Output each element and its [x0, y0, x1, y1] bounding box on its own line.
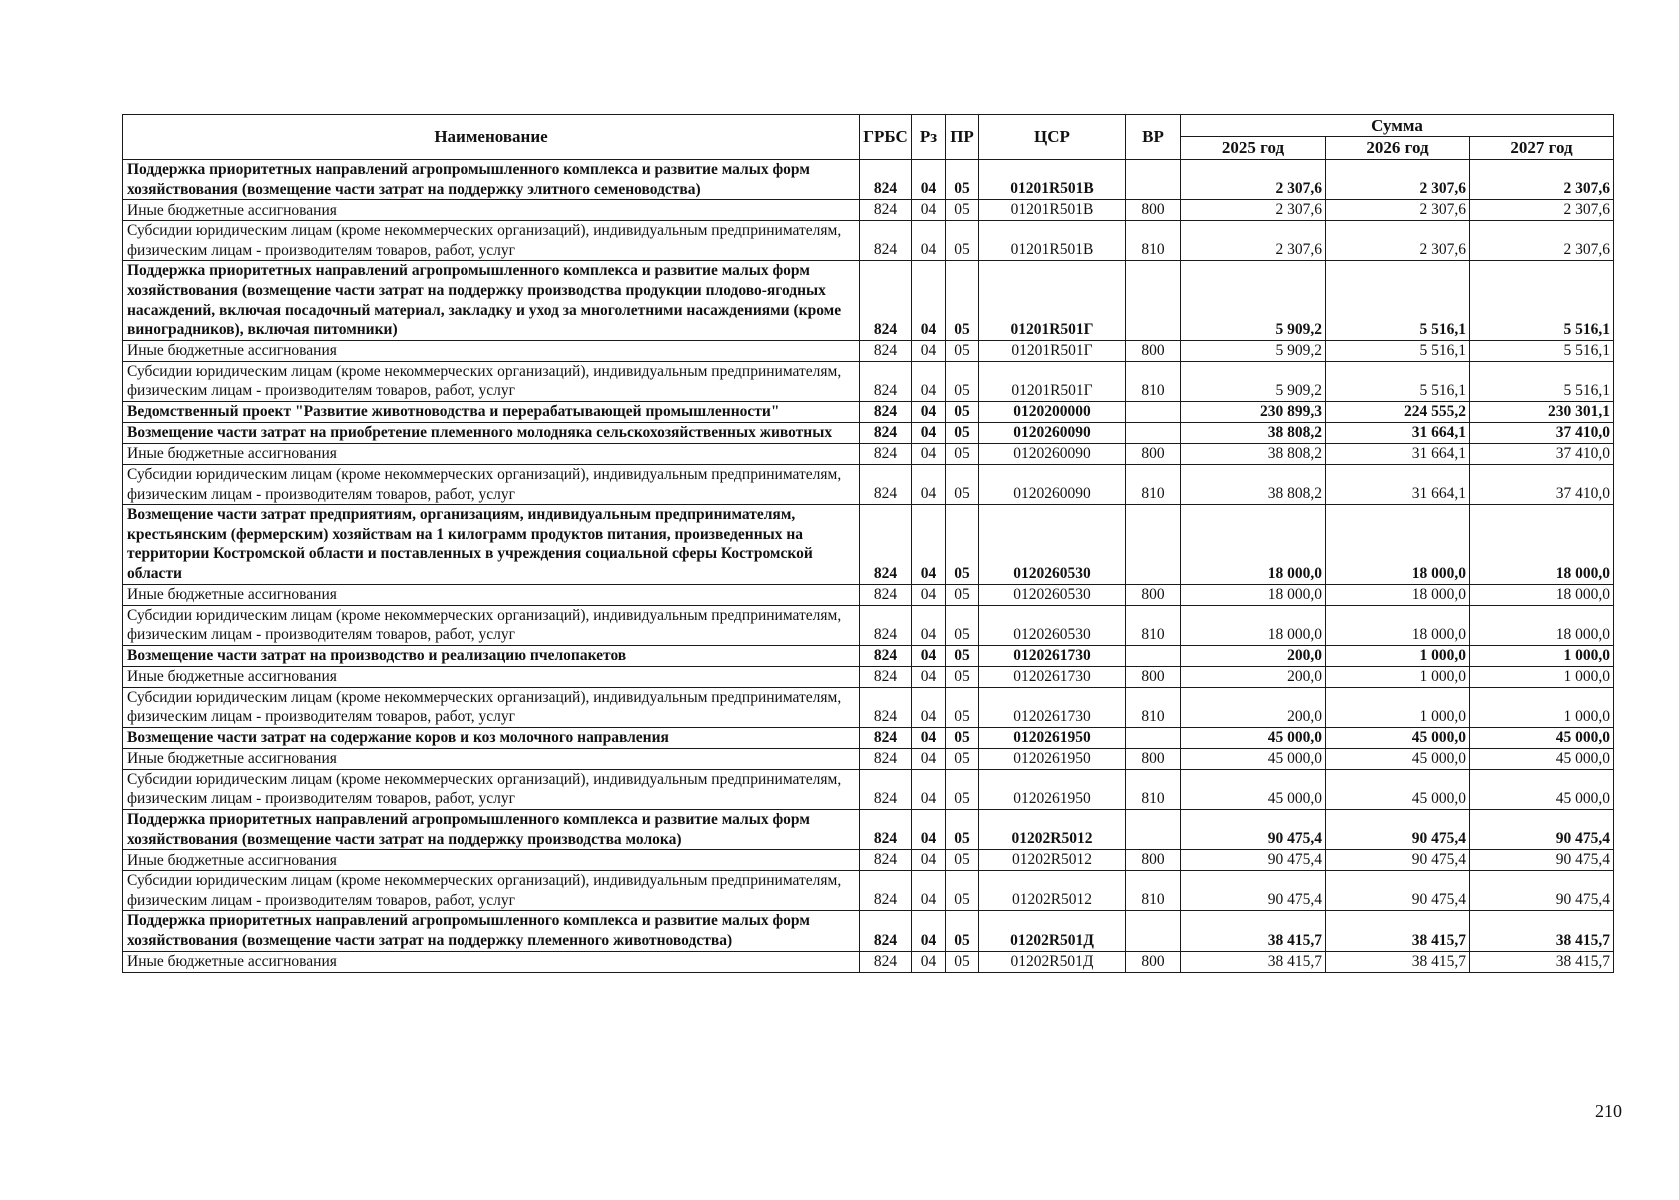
cell-amount-2027: 18 000,0 — [1470, 584, 1614, 605]
cell-csr: 0120261730 — [979, 687, 1126, 727]
cell-amount-2027: 37 410,0 — [1470, 422, 1614, 443]
cell-grbs: 824 — [860, 505, 912, 584]
cell-grbs: 824 — [860, 261, 912, 340]
cell-rz: 04 — [912, 505, 946, 584]
cell-rz: 04 — [912, 605, 946, 645]
cell-amount-2027: 45 000,0 — [1470, 727, 1614, 748]
table-row — [123, 505, 1614, 584]
table-row — [123, 464, 1614, 504]
cell-vr — [1126, 261, 1181, 340]
cell-amount-2027: 90 475,4 — [1470, 871, 1614, 911]
cell-amount-2025: 90 475,4 — [1181, 850, 1326, 871]
table-row — [123, 727, 1614, 748]
header-vr: ВР — [1126, 115, 1181, 160]
cell-pr: 05 — [946, 748, 979, 769]
cell-name: Поддержка приоритетных направлений агропромышленного комплекса и развитие малых форм хозяйствования (возмещение части затрат на поддержку производства молока) — [123, 810, 860, 850]
cell-pr: 05 — [946, 443, 979, 464]
cell-rz: 04 — [912, 340, 946, 361]
cell-amount-2025: 2 307,6 — [1181, 160, 1326, 200]
cell-amount-2026: 1 000,0 — [1326, 687, 1470, 727]
cell-rz: 04 — [912, 645, 946, 666]
cell-amount-2025: 38 808,2 — [1181, 464, 1326, 504]
cell-name: Поддержка приоритетных направлений агропромышленного комплекса и развитие малых форм хозяйствования (возмещение части затрат на поддержку производства продукции плодово-ягодных насаждений, включая посадочный материал, закладку и уход за многолетними насаждениями (кроме виноградников), включая питомники) — [123, 261, 860, 340]
cell-csr: 0120261950 — [979, 769, 1126, 809]
cell-amount-2026: 5 516,1 — [1326, 261, 1470, 340]
table-row — [123, 687, 1614, 727]
table-header — [123, 115, 1614, 160]
cell-csr: 01201R501В — [979, 200, 1126, 221]
cell-grbs: 824 — [860, 687, 912, 727]
cell-amount-2025: 5 909,2 — [1181, 261, 1326, 340]
cell-amount-2026: 2 307,6 — [1326, 221, 1470, 261]
cell-amount-2027: 90 475,4 — [1470, 810, 1614, 850]
cell-grbs: 824 — [860, 605, 912, 645]
cell-pr: 05 — [946, 464, 979, 504]
cell-csr: 0120260090 — [979, 422, 1126, 443]
cell-grbs: 824 — [860, 727, 912, 748]
cell-grbs: 824 — [860, 748, 912, 769]
budget-table-sheet — [122, 114, 1613, 973]
cell-grbs: 824 — [860, 871, 912, 911]
cell-vr: 800 — [1126, 951, 1181, 972]
table-row — [123, 221, 1614, 261]
cell-grbs: 824 — [860, 666, 912, 687]
cell-pr: 05 — [946, 261, 979, 340]
cell-amount-2025: 90 475,4 — [1181, 871, 1326, 911]
cell-amount-2027: 38 415,7 — [1470, 911, 1614, 951]
cell-csr: 0120261950 — [979, 727, 1126, 748]
cell-name: Иные бюджетные ассигнования — [123, 340, 860, 361]
cell-amount-2025: 90 475,4 — [1181, 810, 1326, 850]
cell-pr: 05 — [946, 605, 979, 645]
table-row — [123, 951, 1614, 972]
cell-vr — [1126, 645, 1181, 666]
cell-name: Возмещение части затрат предприятиям, организациям, индивидуальным предпринимателям, крестьянским (фермерским) хозяйствам на 1 килограмм продуктов питания, произведенных на территории Костромской области и поставленных в учреждения социальной сферы Костромской области — [123, 505, 860, 584]
cell-amount-2026: 1 000,0 — [1326, 645, 1470, 666]
table-row — [123, 422, 1614, 443]
cell-grbs: 824 — [860, 584, 912, 605]
cell-pr: 05 — [946, 584, 979, 605]
cell-pr: 05 — [946, 911, 979, 951]
cell-amount-2025: 45 000,0 — [1181, 727, 1326, 748]
cell-csr: 01201R501Г — [979, 361, 1126, 401]
header-year-2027: 2027 год — [1470, 137, 1614, 160]
table-row — [123, 850, 1614, 871]
cell-pr: 05 — [946, 727, 979, 748]
cell-rz: 04 — [912, 727, 946, 748]
cell-amount-2027: 2 307,6 — [1470, 221, 1614, 261]
cell-name: Возмещение части затрат на содержание коров и коз молочного направления — [123, 727, 860, 748]
cell-amount-2027: 2 307,6 — [1470, 200, 1614, 221]
cell-amount-2025: 5 909,2 — [1181, 361, 1326, 401]
cell-amount-2026: 224 555,2 — [1326, 401, 1470, 422]
cell-amount-2027: 1 000,0 — [1470, 687, 1614, 727]
cell-amount-2027: 45 000,0 — [1470, 769, 1614, 809]
cell-vr: 800 — [1126, 443, 1181, 464]
table-row — [123, 911, 1614, 951]
cell-rz: 04 — [912, 850, 946, 871]
cell-csr: 0120260530 — [979, 605, 1126, 645]
table-row — [123, 401, 1614, 422]
cell-amount-2025: 18 000,0 — [1181, 584, 1326, 605]
cell-grbs: 824 — [860, 464, 912, 504]
cell-name: Субсидии юридическим лицам (кроме некоммерческих организаций), индивидуальным предпринимателям, физическим лицам - производителям товаров, работ, услуг — [123, 769, 860, 809]
cell-pr: 05 — [946, 361, 979, 401]
cell-amount-2025: 38 808,2 — [1181, 443, 1326, 464]
cell-vr: 800 — [1126, 748, 1181, 769]
cell-grbs: 824 — [860, 200, 912, 221]
table-row — [123, 769, 1614, 809]
cell-csr: 0120200000 — [979, 401, 1126, 422]
cell-grbs: 824 — [860, 850, 912, 871]
table-row — [123, 584, 1614, 605]
cell-amount-2026: 5 516,1 — [1326, 340, 1470, 361]
cell-vr: 800 — [1126, 850, 1181, 871]
cell-rz: 04 — [912, 361, 946, 401]
cell-vr: 800 — [1126, 340, 1181, 361]
cell-csr: 0120260090 — [979, 443, 1126, 464]
cell-name: Возмещение части затрат на производство и реализацию пчелопакетов — [123, 645, 860, 666]
cell-grbs: 824 — [860, 340, 912, 361]
cell-csr: 01202R501Д — [979, 911, 1126, 951]
cell-csr: 0120260530 — [979, 584, 1126, 605]
cell-vr: 810 — [1126, 221, 1181, 261]
cell-amount-2027: 2 307,6 — [1470, 160, 1614, 200]
cell-amount-2027: 5 516,1 — [1470, 361, 1614, 401]
cell-vr: 810 — [1126, 871, 1181, 911]
header-year-2025: 2025 год — [1181, 137, 1326, 160]
table-row — [123, 160, 1614, 200]
cell-amount-2025: 5 909,2 — [1181, 340, 1326, 361]
table-row — [123, 871, 1614, 911]
cell-amount-2025: 45 000,0 — [1181, 769, 1326, 809]
cell-amount-2025: 2 307,6 — [1181, 200, 1326, 221]
cell-vr: 810 — [1126, 605, 1181, 645]
cell-amount-2025: 200,0 — [1181, 687, 1326, 727]
cell-pr: 05 — [946, 221, 979, 261]
cell-amount-2025: 2 307,6 — [1181, 221, 1326, 261]
header-year-2026: 2026 год — [1326, 137, 1470, 160]
cell-amount-2026: 18 000,0 — [1326, 505, 1470, 584]
cell-rz: 04 — [912, 769, 946, 809]
cell-pr: 05 — [946, 645, 979, 666]
cell-pr: 05 — [946, 687, 979, 727]
cell-amount-2027: 37 410,0 — [1470, 443, 1614, 464]
cell-rz: 04 — [912, 666, 946, 687]
cell-amount-2027: 230 301,1 — [1470, 401, 1614, 422]
table-row — [123, 810, 1614, 850]
cell-grbs: 824 — [860, 422, 912, 443]
cell-csr: 0120261730 — [979, 666, 1126, 687]
cell-csr: 01201R501В — [979, 160, 1126, 200]
cell-name: Иные бюджетные ассигнования — [123, 584, 860, 605]
cell-amount-2027: 38 415,7 — [1470, 951, 1614, 972]
cell-name: Поддержка приоритетных направлений агропромышленного комплекса и развитие малых форм хозяйствования (возмещение части затрат на поддержку элитного семеноводства) — [123, 160, 860, 200]
cell-amount-2027: 1 000,0 — [1470, 666, 1614, 687]
table-row — [123, 605, 1614, 645]
table-row — [123, 748, 1614, 769]
cell-vr: 800 — [1126, 584, 1181, 605]
cell-amount-2026: 31 664,1 — [1326, 422, 1470, 443]
cell-rz: 04 — [912, 422, 946, 443]
cell-name: Субсидии юридическим лицам (кроме некоммерческих организаций), индивидуальным предпринимателям, физическим лицам - производителям товаров, работ, услуг — [123, 605, 860, 645]
cell-amount-2025: 200,0 — [1181, 666, 1326, 687]
table-row — [123, 340, 1614, 361]
cell-pr: 05 — [946, 505, 979, 584]
cell-csr: 01201R501В — [979, 221, 1126, 261]
cell-csr: 0120260090 — [979, 464, 1126, 504]
cell-csr: 01202R5012 — [979, 850, 1126, 871]
cell-amount-2026: 18 000,0 — [1326, 605, 1470, 645]
cell-rz: 04 — [912, 748, 946, 769]
cell-vr — [1126, 810, 1181, 850]
cell-amount-2027: 45 000,0 — [1470, 748, 1614, 769]
cell-amount-2026: 2 307,6 — [1326, 200, 1470, 221]
cell-pr: 05 — [946, 160, 979, 200]
table-row — [123, 200, 1614, 221]
cell-grbs: 824 — [860, 361, 912, 401]
cell-rz: 04 — [912, 200, 946, 221]
cell-name: Иные бюджетные ассигнования — [123, 443, 860, 464]
cell-pr: 05 — [946, 850, 979, 871]
cell-name: Субсидии юридическим лицам (кроме некоммерческих организаций), индивидуальным предпринимателям, физическим лицам - производителям товаров, работ, услуг — [123, 871, 860, 911]
cell-amount-2025: 230 899,3 — [1181, 401, 1326, 422]
cell-amount-2026: 38 415,7 — [1326, 911, 1470, 951]
cell-name: Иные бюджетные ассигнования — [123, 951, 860, 972]
cell-amount-2027: 37 410,0 — [1470, 464, 1614, 504]
cell-vr: 800 — [1126, 200, 1181, 221]
cell-amount-2025: 38 808,2 — [1181, 422, 1326, 443]
cell-grbs: 824 — [860, 160, 912, 200]
cell-amount-2027: 18 000,0 — [1470, 605, 1614, 645]
cell-grbs: 824 — [860, 401, 912, 422]
cell-vr: 810 — [1126, 361, 1181, 401]
cell-amount-2026: 38 415,7 — [1326, 951, 1470, 972]
cell-amount-2026: 1 000,0 — [1326, 666, 1470, 687]
cell-csr: 0120260530 — [979, 505, 1126, 584]
cell-csr: 01201R501Г — [979, 261, 1126, 340]
cell-pr: 05 — [946, 422, 979, 443]
cell-amount-2025: 45 000,0 — [1181, 748, 1326, 769]
cell-vr: 810 — [1126, 464, 1181, 504]
cell-name: Субсидии юридическим лицам (кроме некоммерческих организаций), индивидуальным предпринимателям, физическим лицам - производителям товаров, работ, услуг — [123, 464, 860, 504]
cell-grbs: 824 — [860, 951, 912, 972]
cell-rz: 04 — [912, 160, 946, 200]
cell-grbs: 824 — [860, 911, 912, 951]
cell-name: Возмещение части затрат на приобретение племенного молодняка сельскохозяйственных животных — [123, 422, 860, 443]
cell-csr: 01202R5012 — [979, 871, 1126, 911]
cell-amount-2026: 45 000,0 — [1326, 727, 1470, 748]
cell-rz: 04 — [912, 810, 946, 850]
cell-name: Субсидии юридическим лицам (кроме некоммерческих организаций), индивидуальным предпринимателям, физическим лицам - производителям товаров, работ, услуг — [123, 361, 860, 401]
cell-amount-2025: 38 415,7 — [1181, 951, 1326, 972]
cell-name: Иные бюджетные ассигнования — [123, 748, 860, 769]
cell-name: Иные бюджетные ассигнования — [123, 200, 860, 221]
cell-amount-2026: 45 000,0 — [1326, 748, 1470, 769]
cell-amount-2026: 31 664,1 — [1326, 464, 1470, 504]
cell-csr: 0120261950 — [979, 748, 1126, 769]
cell-amount-2025: 18 000,0 — [1181, 605, 1326, 645]
cell-name: Поддержка приоритетных направлений агропромышленного комплекса и развитие малых форм хозяйствования (возмещение части затрат на поддержку племенного животноводства) — [123, 911, 860, 951]
cell-amount-2026: 90 475,4 — [1326, 871, 1470, 911]
cell-pr: 05 — [946, 666, 979, 687]
cell-rz: 04 — [912, 584, 946, 605]
cell-vr — [1126, 401, 1181, 422]
header-rz: Рз — [912, 115, 946, 160]
cell-csr: 0120261730 — [979, 645, 1126, 666]
cell-amount-2027: 5 516,1 — [1470, 261, 1614, 340]
cell-pr: 05 — [946, 200, 979, 221]
header-csr: ЦСР — [979, 115, 1126, 160]
cell-pr: 05 — [946, 340, 979, 361]
cell-vr — [1126, 422, 1181, 443]
cell-csr: 01202R501Д — [979, 951, 1126, 972]
cell-vr: 810 — [1126, 687, 1181, 727]
cell-amount-2026: 2 307,6 — [1326, 160, 1470, 200]
cell-vr: 800 — [1126, 666, 1181, 687]
cell-amount-2027: 18 000,0 — [1470, 505, 1614, 584]
cell-amount-2027: 5 516,1 — [1470, 340, 1614, 361]
cell-rz: 04 — [912, 871, 946, 911]
header-pr: ПР — [946, 115, 979, 160]
cell-grbs: 824 — [860, 810, 912, 850]
table-row — [123, 666, 1614, 687]
cell-csr: 01201R501Г — [979, 340, 1126, 361]
cell-vr — [1126, 160, 1181, 200]
cell-pr: 05 — [946, 810, 979, 850]
cell-pr: 05 — [946, 401, 979, 422]
cell-grbs: 824 — [860, 645, 912, 666]
cell-rz: 04 — [912, 443, 946, 464]
cell-csr: 01202R5012 — [979, 810, 1126, 850]
cell-pr: 05 — [946, 871, 979, 911]
table-row — [123, 361, 1614, 401]
table-row — [123, 443, 1614, 464]
cell-amount-2025: 200,0 — [1181, 645, 1326, 666]
cell-amount-2026: 90 475,4 — [1326, 850, 1470, 871]
cell-rz: 04 — [912, 687, 946, 727]
cell-name: Субсидии юридическим лицам (кроме некоммерческих организаций), индивидуальным предпринимателям, физическим лицам - производителям товаров, работ, услуг — [123, 221, 860, 261]
cell-vr — [1126, 505, 1181, 584]
cell-name: Иные бюджетные ассигнования — [123, 666, 860, 687]
table-row — [123, 261, 1614, 340]
table-body — [123, 160, 1614, 973]
cell-rz: 04 — [912, 464, 946, 504]
cell-name: Ведомственный проект "Развитие животноводства и перерабатывающей промышленности" — [123, 401, 860, 422]
cell-amount-2027: 90 475,4 — [1470, 850, 1614, 871]
cell-amount-2026: 5 516,1 — [1326, 361, 1470, 401]
cell-amount-2026: 45 000,0 — [1326, 769, 1470, 809]
budget-table — [122, 114, 1614, 973]
cell-grbs: 824 — [860, 769, 912, 809]
cell-pr: 05 — [946, 951, 979, 972]
cell-grbs: 824 — [860, 443, 912, 464]
cell-amount-2025: 18 000,0 — [1181, 505, 1326, 584]
cell-pr: 05 — [946, 769, 979, 809]
header-sum: Сумма — [1181, 115, 1614, 137]
cell-name: Субсидии юридическим лицам (кроме некоммерческих организаций), индивидуальным предпринимателям, физическим лицам - производителям товаров, работ, услуг — [123, 687, 860, 727]
cell-rz: 04 — [912, 221, 946, 261]
cell-rz: 04 — [912, 951, 946, 972]
cell-vr — [1126, 727, 1181, 748]
cell-grbs: 824 — [860, 221, 912, 261]
cell-amount-2027: 1 000,0 — [1470, 645, 1614, 666]
cell-vr: 810 — [1126, 769, 1181, 809]
page-number: 210 — [1595, 1101, 1622, 1121]
cell-vr — [1126, 911, 1181, 951]
header-name: Наименование — [123, 115, 860, 160]
cell-rz: 04 — [912, 401, 946, 422]
header-grbs: ГРБС — [860, 115, 912, 160]
cell-amount-2026: 31 664,1 — [1326, 443, 1470, 464]
cell-amount-2026: 18 000,0 — [1326, 584, 1470, 605]
cell-amount-2026: 90 475,4 — [1326, 810, 1470, 850]
table-row — [123, 645, 1614, 666]
cell-rz: 04 — [912, 911, 946, 951]
cell-amount-2025: 38 415,7 — [1181, 911, 1326, 951]
cell-rz: 04 — [912, 261, 946, 340]
cell-name: Иные бюджетные ассигнования — [123, 850, 860, 871]
